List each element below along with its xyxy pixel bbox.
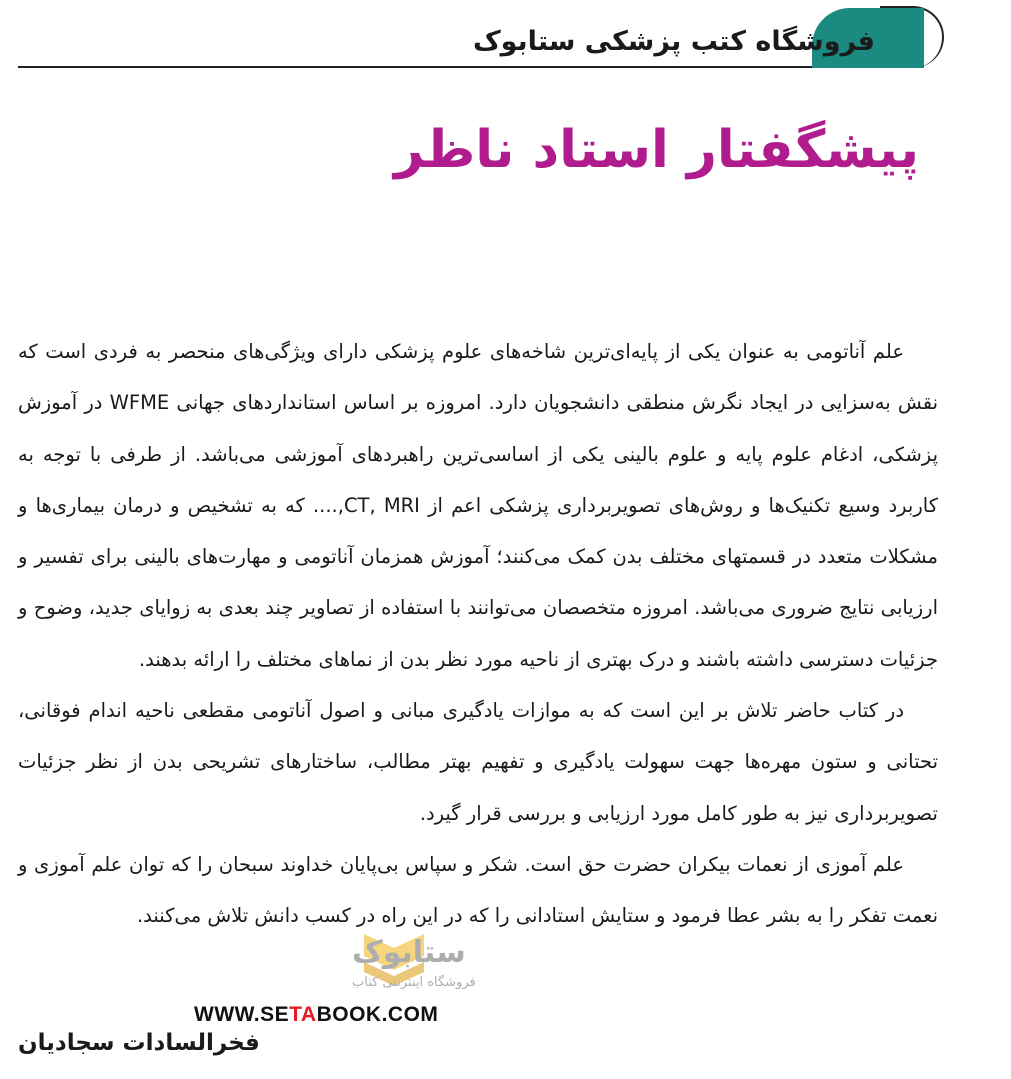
watermark-url-suffix: BOOK.COM: [316, 1003, 439, 1026]
watermark-url: [194, 1003, 438, 1027]
watermark-url-accent: TA: [289, 1003, 317, 1026]
watermark-url-prefix: WWW.SE: [194, 1003, 290, 1026]
header-title: فروشگاه کتب پزشکی ستابوک: [472, 26, 875, 57]
paragraph-1: علم آناتومی به عنوان یکی از پایه‌ای‌ترین شاخه‌های علوم پزشکی دارای ویژگی‌های منحصر به فردی است که نقش به‌سزایی در ایجاد نگرش منطقی دانشجویان دارد. امروزه بر اساس استانداردهای جهانی WFME در آموزش پزشکی، ادغام علوم پایه و علوم بالینی یکی از اساسی‌ترین راهبردهای آموزشی می‌باشد. از طرفی با توجه به کاربرد وسیع تکنیک‌ها و روش‌های تصویربرداری پزشکی اعم از CT, MRI,.... که به تشخیص و درمان بیماری‌ها و مشکلات متعدد در قسمتهای مختلف بدن کمک می‌کنند؛ آموزش همزمان آناتومی و مهارت‌های بالینی برای تفسیر و ارزیابی نتایج ضروری می‌باشد. امروزه متخصصان می‌توانند با استفاده از تصاویر چند بعدی به زوایای جدید، وضوح و جزئیات دسترسی داشته باشند و درک بهتری از ناحیه مورد نظر بدن از نماهای مختلف را ارائه بدهند.: [18, 340, 939, 671]
watermark-tagline: فروشگاه اینترنتی کتاب: [352, 975, 476, 990]
chapter-title: پیشگفتار استاد ناظر: [393, 120, 919, 180]
watermark-logo-text: ستابوک: [352, 935, 466, 970]
author-name: فخرالسادات سجادیان: [18, 1030, 260, 1056]
paragraph-2: در کتاب حاضر تلاش بر این است که به موازات یادگیری مبانی و اصول آناتومی مقطعی ناحیه اندام فوقانی، تحتانی و ستون مهره‌ها جهت سهولت یادگیری و تفهیم بهتر مطالب، ساختارهای تشریحی بدن از نظر جزئیات تصویربرداری نیز به طور کامل مورد ارزیابی و بررسی قرار گیرد.: [18, 699, 938, 825]
header-rule: [18, 66, 924, 68]
watermark-logo: [192, 926, 476, 996]
body-text: [18, 326, 938, 942]
paragraph-3: علم آموزی از نعمات بیکران حضرت حق است. شکر و سپاس بی‌پایان خداوند سبحان را که توان علم آموزی و نعمت تفکر را به بشر عطا فرمود و ستایش استادانی را که در این راه در کسب دانش تلاش می‌کنند.: [18, 852, 938, 928]
